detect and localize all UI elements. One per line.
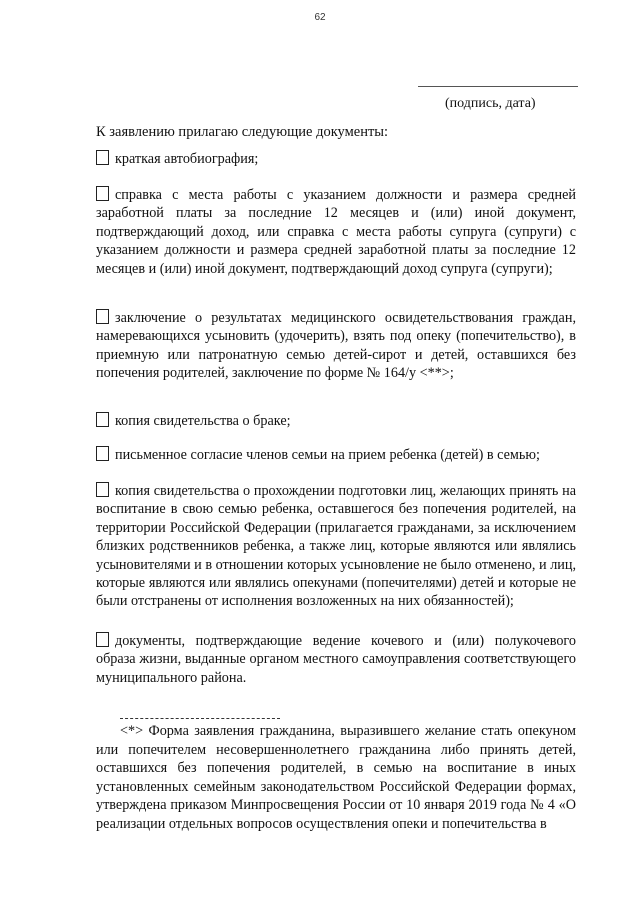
document-item-nomadic xyxy=(96,632,576,687)
checkbox-nomadic[interactable] xyxy=(96,632,109,647)
document-item-label: копия свидетельства о прохождении подготовки лиц, желающих принять на воспитание в свою семью ребенка, оставшегося без попечения родителей, на территории Российской Федерации (прилагается гражданами, за исключением близких родственников ребенка, а также лиц, которые являются или являлись усыновителями и в отношении которых усыновление не было отменено, и лиц, которые являются или являлись опекунами (попечителями) детей и которые не были отстранены от исполнения возложенных на них обязанностей); xyxy=(96,483,576,610)
footnote-text: <*> Форма заявления гражданина, выразившего желание стать опекуном или попечителем несовершеннолетнего гражданина либо принять детей, оставшихся без попечения родителей, в семью на воспитание в иных установленных семейным законодательством Российской Федерации формах, утверждена приказом Минпросвещения России от 10 января 2019 года № 4 «О реализации отдельных вопросов осуществления опеки и попечительства в xyxy=(96,723,576,832)
page-number: 62 xyxy=(314,12,326,23)
checkbox-training[interactable] xyxy=(96,482,109,497)
signature-line xyxy=(418,86,578,87)
checkbox-autobiography[interactable] xyxy=(96,150,109,165)
document-item-label: копия свидетельства о браке; xyxy=(115,413,291,429)
document-item-family-consent xyxy=(96,446,576,464)
document-item-label: заключение о результатах медицинского освидетельствования граждан, намеревающихся усыновить (удочерить), взять под опеку (попечительство), в приемную или патронатную семью детей-сирот и детей, оставшихся без попечения родителей, заключение по форме № 164/у <**>; xyxy=(96,310,576,382)
document-item-label: документы, подтверждающие ведение кочевого и (или) полукочевого образа жизни, выданные органом местного самоуправления соответствующего муниципального района. xyxy=(96,633,576,686)
document-item-label: письменное согласие членов семьи на прием ребенка (детей) в семью; xyxy=(115,447,540,463)
checkbox-income[interactable] xyxy=(96,186,109,201)
document-item-training xyxy=(96,482,576,611)
signature-caption: (подпись, дата) xyxy=(445,96,536,111)
checkbox-marriage[interactable] xyxy=(96,412,109,427)
document-item-autobiography xyxy=(96,150,576,168)
attachments-intro: К заявлению прилагаю следующие документы: xyxy=(96,124,389,140)
document-item-marriage xyxy=(96,412,576,430)
document-item-label: справка с места работы с указанием должности и размера средней заработной платы за последние 12 месяцев и (или) иной документ, подтверждающий доход, или справка с места работы супруга (супруги) с указанием должности и размера средней заработной платы за последние 12 месяцев и (или) иной документ, подтверждающий доход супруга (супруги); xyxy=(96,187,576,277)
checkbox-medical[interactable] xyxy=(96,309,109,324)
checkbox-family-consent[interactable] xyxy=(96,446,109,461)
footnote-separator xyxy=(120,718,280,719)
document-item-label: краткая автобиография; xyxy=(115,151,259,167)
document-item-medical xyxy=(96,309,576,383)
document-item-income xyxy=(96,186,576,278)
